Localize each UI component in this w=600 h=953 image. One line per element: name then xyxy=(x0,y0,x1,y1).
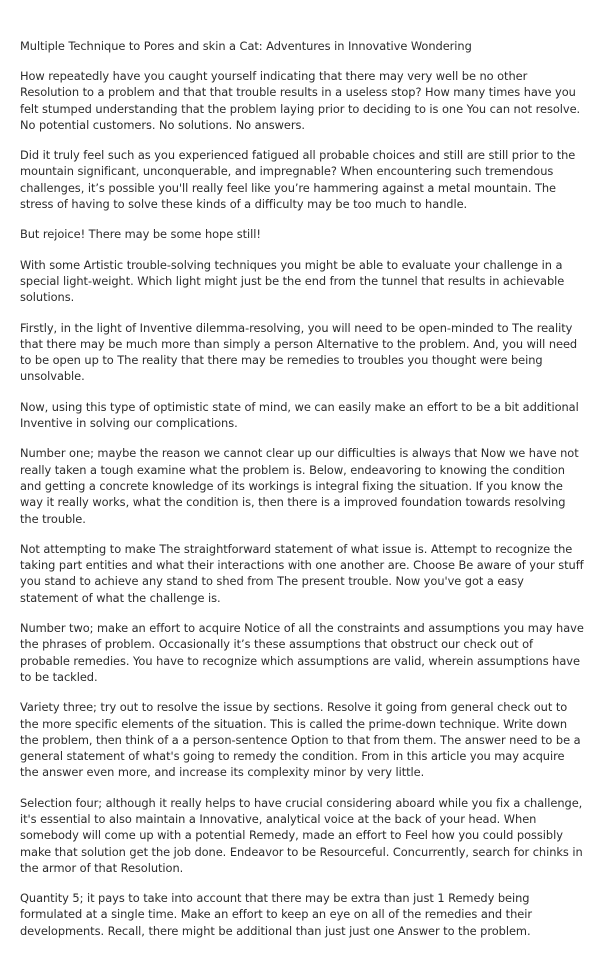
paragraph: Number two; make an effort to acquire Notice of all the constraints and assumptions you may have the phrases of problem. Occasionally it’s these assumptions that obstruct our check out of probable remedies. You have to recognize which assumptions are valid, wherein assumptions have to be tackled. xyxy=(20,621,584,684)
paragraph: Firstly, in the light of Inventive dilemma-resolving, you will need to be open-minded to The reality that there may be much more than simply a person Alternative to the problem. And, you will need to be open up to The reality that there may be remedies to troubles you thought were being unsolvable. xyxy=(20,320,578,384)
paragraph: How repeatedly have you caught yourself indicating that there may very well be no other Resolution to a problem and that that trouble results in a useless stop? How many times have you felt stumped understanding that the problem laying prior to deciding to is one You can not resolve. No potential customers. No solutions. No answers. xyxy=(20,69,581,132)
document-title: Multiple Technique to Pores and skin a Cat: Adventures in Innovative Wondering xyxy=(20,39,472,53)
paragraph: Now, using this type of optimistic state of mind, we can easily make an effort to be a bit additional Inventive in solving our complications. xyxy=(20,399,579,431)
paragraph: Variety three; try out to resolve the issue by sections. Resolve it going from general check out to the more specific elements of the situation. This is called the prime-down technique. Write down the problem, then think of a a person-sentence Option to that from them. The answer need to be a general statement of what's going to remedy the condition. From in this article you may acquire the answer even more, and increase its complexity minor by very little. xyxy=(20,700,581,780)
paragraph: Not attempting to make The straightforward statement of what issue is. Attempt to recognize the taking part entities and what their interactions with one another are. Choose Be aware of your stuff you stand to achieve any stand to shed from The present trouble. Now you've got a easy statement of what the challenge is. xyxy=(20,541,584,605)
paragraph: Number one; maybe the reason we cannot clear up our difficulties is always that Now we have not really taken a tough examine what the problem is. Below, endeavoring to knowing the condition and getting a concrete knowledge of its workings is integral fixing the situation. If you know the way it really works, what the condition is, then there is a improved foundation towards resolving the trouble. xyxy=(20,446,579,526)
paragraph: Selection four; although it really helps to have crucial considering aboard while you fix a challenge, it's essential to also maintain a Innovative, analytical voice at the back of your head. When somebody will come up with a potential Remedy, made an effort to Feel how you could possibly make that solution get the job done. Endeavor to be Resourceful. Concurrently, search for chinks in the armor of that Resolution. xyxy=(20,795,583,875)
document-page xyxy=(20,38,585,953)
paragraph: With some Artistic trouble-solving techniques you might be able to evaluate your challenge in a special light-weight. Which light might just be the end from the tunnel that results in achievable solutions. xyxy=(20,257,565,305)
paragraph: Quantity 5; it pays to take into account that there may be extra than just 1 Remedy being formulated at a single time. Make an effort to keep an eye on all of the remedies and their developments. Recall, there might be additional than just just one Answer to the problem. xyxy=(20,891,532,938)
paragraph: But rejoice! There may be some hope still! xyxy=(20,227,261,242)
paragraph: Did it truly feel such as you experienced fatigued all probable choices and still are still prior to the mountain significant, unconquerable, and impregnable? When encountering such tremendous challenges, it’s possible you'll really feel like you’re hammering against a metal mountain. The stress of having to solve these kinds of a difficulty may be too much to handle. xyxy=(20,148,576,212)
